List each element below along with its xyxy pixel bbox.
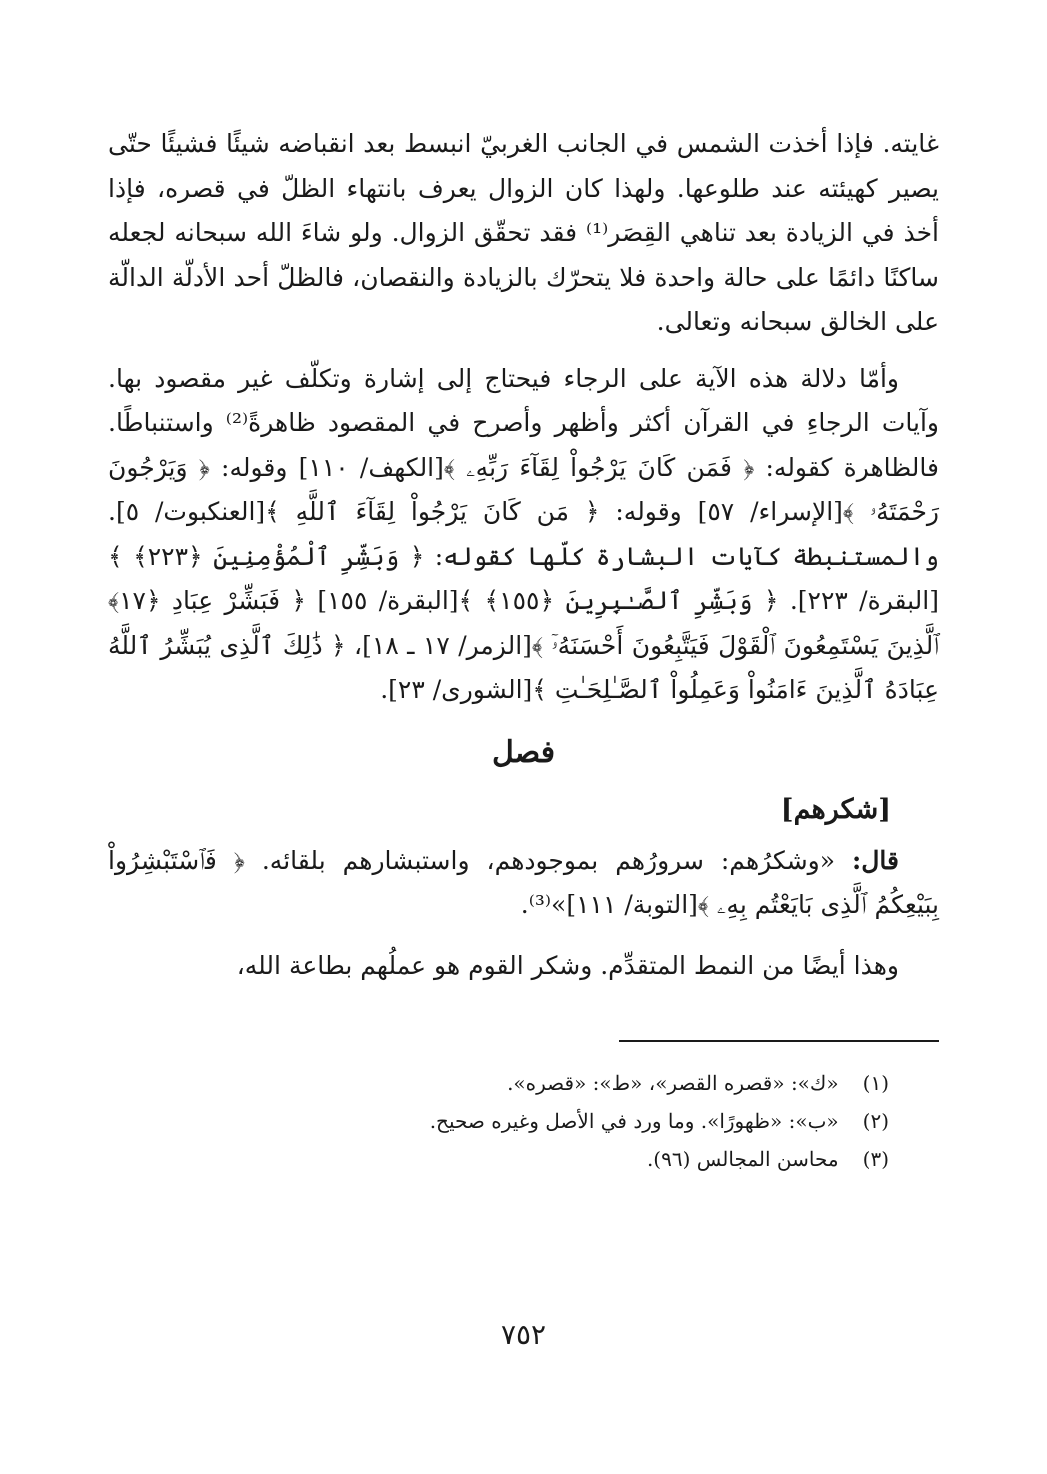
footnote-number: (١) — [862, 1071, 889, 1095]
footnote-number: (٢) — [862, 1109, 889, 1133]
paragraph-4: وهذا أيضًا من النمط المتقدِّم. وشكر القوم هو عملُهم بطاعة الله، — [236, 950, 899, 980]
footnote-text: محاسن المجالس (٩٦). — [646, 1147, 839, 1171]
page-number: ٧٥٢ — [500, 1318, 547, 1351]
footnote-text: «ب»: «ظهورًا». وما ورد في الأصل وغيره صحيح. — [429, 1109, 839, 1133]
paragraph-3 — [108, 839, 939, 928]
section-subheading: [شكرهم] — [780, 793, 891, 825]
paragraph-3-lead: قال: — [852, 845, 899, 875]
paragraph-1: غايته. فإذا أخذت الشمس في الجانب الغربيّ انبسط بعد انقباضه شيئًا فشيئًا حتّى يصير كهيئته عند طلوعها. ولهذا كان الزوال يعرف بانتهاء الظلّ في قصره، فإذا أخذ في الزيادة بعد تناهي القِصَر⁽¹⁾ فقد تحقّق الزوال. ولو شاءَ الله سبحانه لجعله ساكنًا دائمًا على حالة واحدة فلا يتحرّك بالزيادة والنقصان، فالظلّ أحد الأدلّة الدالّة على الخالق سبحانه وتعالى. — [108, 129, 939, 336]
section-heading: فصل — [491, 734, 556, 770]
paragraph-2: وأمّا دلالة هذه الآية على الرجاء فيحتاج إلى إشارة وتكلّف غير مقصود بها. وآيات الرجاءِ في القرآن أكثر وأظهر وأصرح في المقصود ظاهرةً⁽²⁾ واستنباطًا. فالظاهرة كقوله: ﴿ فَمَن كَانَ يَرْجُواْ لِقَآءَ رَبِّهِۦ ﴾[الكهف/ ١١٠] وقوله: ﴿ وَيَرْجُونَ رَحْمَتَهُۥ ﴾[الإسراء/ ٥٧] وقوله: ﴿ مَن كَانَ يَرْجُواْ لِقَآءَ ٱللَّهِ ﴾[العنكبوت/ ٥]. والمستنبطة كآيات البشارة كلّها كقوله: ﴿ وَبَشِّرِ ٱلْمُؤْمِنِينَ ﴿٢٢٣﴾ ﴾[البقرة/ ٢٢٣]. ﴿ وَبَشِّرِ ٱلصَّـٰبِرِينَ ﴿١٥٥﴾ ﴾[البقرة/ ١٥٥] ﴿ فَبَشِّرْ عِبَادِ ﴿١٧﴾ ٱلَّذِينَ يَسْتَمِعُونَ ٱلْقَوْلَ فَيَتَّبِعُونَ أَحْسَنَهُۥٓ ﴾[الزمر/ ١٧ ـ ١٨]، ﴿ ذَٰلِكَ ٱلَّذِى يُبَشِّرُ ٱللَّهُ عِبَادَهُ ٱلَّذِينَ ءَامَنُواْ وَعَمِلُواْ ٱلصَّـٰلِحَـٰتِ ﴾[الشورى/ ٢٣]. — [108, 363, 940, 704]
footnote-divider — [619, 1040, 939, 1042]
footnote-text: «ك»: «قصره القصر»، «ط»: «قصره». — [507, 1071, 839, 1095]
spacer — [108, 928, 939, 944]
footnote-item — [108, 1104, 889, 1138]
main-text — [108, 122, 939, 988]
footnote-number: (٣) — [862, 1147, 889, 1171]
paragraph-3-text: «وشكرُهم: سرورُهم بموجودهم، واستبشارهم بلقائه. ﴿ فَٱسْتَبْشِرُواْ بِبَيْعِكُمُ ٱلَّذِى بَايَعْتُم بِهِۦ ﴾[التوبة/ ١١١]»⁽³⁾. — [108, 845, 939, 919]
footnote-item — [108, 1142, 889, 1176]
footnotes — [108, 1066, 939, 1176]
footnote-item — [108, 1066, 889, 1100]
